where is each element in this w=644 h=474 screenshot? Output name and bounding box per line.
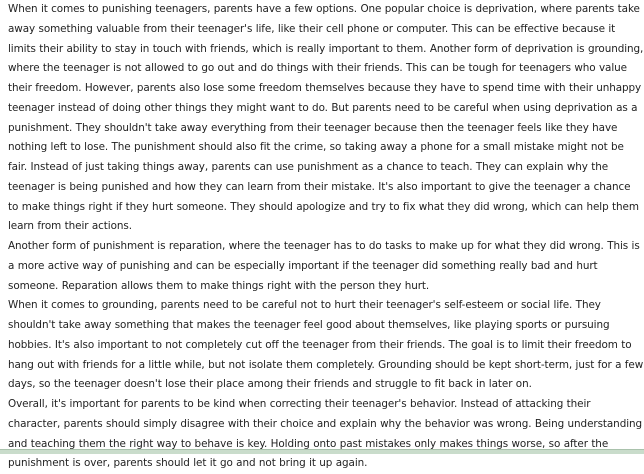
paragraph-reparation: Another form of punishment is reparation, where the teenager has to do tasks to make up for what they did wrong. This is a more active way of punishing and can be especially important if the teenager did something really bad and hurt someone. Reparation allows them to make things right with the person they hurt.	[8, 240, 640, 292]
paragraph-deprivation: When it comes to punishing teenagers, parents have a few options. One popular choice is deprivation, where parents take away something valuable from their teenager's life, like their cell phone or computer. This can be effective because it limits their ability to stay in touch with friends, which is really important to them. Another form of deprivation is grounding, where the teenager is not allowed to go out and do things with their friends. This can be tough for teenagers who value their freedom. However, parents also lose some freedom themselves because they have to spend time with their unhappy teenager instead of doing other things they might want to do. But parents need to be careful when using deprivation as a punishment. They shouldn't take away everything from their teenager because then the teenager feels like they have nothing left to lose. The punishment should also fit the crime, so taking away a phone for a small mistake might not be fair. Instead of just taking things away, parents can use punishment as a chance to teach. They can explain why the teenager is being punished and how they can learn from their mistake. It's also important to give the teenager a chance to make things right if they hurt someone. They should apologize and try to fix what they did wrong, which can help them learn from their actions.	[8, 3, 644, 233]
paragraph-grounding: When it comes to grounding, parents need to be careful not to hurt their teenager's self-esteem or social life. They shouldn't take away something that makes the teenager feel good about themselves, like playing sports or pursuing hobbies. It's also important to not completely cut off the teenager from their friends. The goal is to limit their freedom to hang out with friends for a little while, but not isolate them completely. Grounding should be kept short-term, just for a few days, so the teenager doesn't lose their place among their friends and struggle to fit back in later on.	[8, 299, 644, 391]
paragraph-overall: Overall, it's important for parents to be kind when correcting their teenager's behavior. Instead of attacking their character, parents should simply disagree with their choice and explain why the behavior was wrong. Being understanding and teaching them the right way to behave is key. Holding onto past mistakes only makes things worse, so after the punishment is over, parents should let it go and not bring it up again.	[8, 398, 643, 470]
bottom-divider	[0, 449, 644, 454]
document-body	[8, 0, 644, 474]
